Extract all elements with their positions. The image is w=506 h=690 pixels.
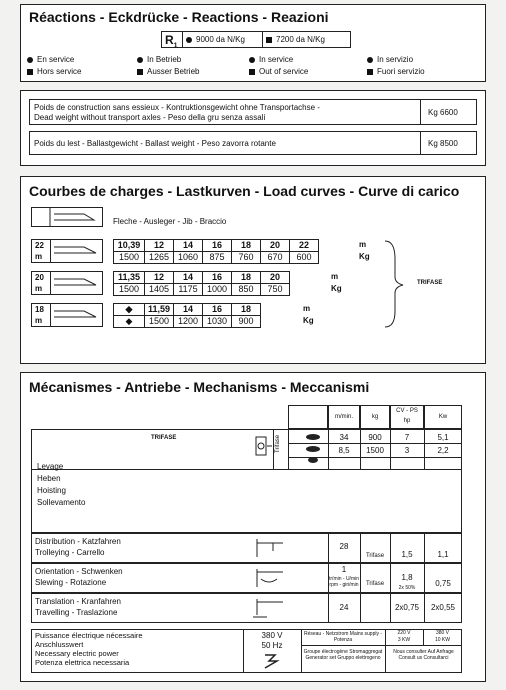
load-curves-title: Courbes de charges - Lastkurven - Load curves - Curve di carico (29, 183, 460, 199)
weights-panel (20, 90, 486, 166)
orientation-cv-note: 2x 50% (398, 585, 416, 591)
legend-fuori-servizio: Fuori servizio (367, 67, 425, 76)
trolley-crane-icon (253, 537, 287, 559)
hoist-cv-2: 3 (404, 446, 410, 455)
ballast-weight-row (29, 131, 477, 155)
translation-speed: 24 (339, 603, 349, 612)
power-consult-label: Nous consulter Auf Anfrage Consult us Consultarci (393, 649, 454, 661)
jib-icon (52, 306, 100, 324)
unit-m: m (359, 240, 367, 249)
col-cv: CV - PS hp (390, 405, 424, 429)
load-row: ◆ 1500 1200 1030 900 (114, 316, 261, 328)
jib-22-length: 22 (35, 241, 44, 250)
legend-in-betrieb: In Betrieb (137, 55, 181, 64)
travelling-crane-icon (253, 597, 287, 619)
translation-kw: 2x0,55 (430, 603, 456, 612)
speed-animal-icons (303, 431, 325, 467)
distribution-kw: 1,1 (437, 550, 449, 559)
power-380v: 380 V (435, 630, 450, 636)
lift-labels: Levage Heben Hoisting Sollevamento (37, 462, 86, 507)
hoist-kw-2: 2,2 (437, 446, 449, 455)
distance-row: 11,35 12 14 16 18 20 (114, 272, 290, 284)
reaction-in-service-value: 9000 da N/Kg (186, 35, 245, 44)
legend-out-of-service: Out of service (249, 67, 308, 76)
hoisting-row (31, 429, 462, 533)
translation-cv: 2x0,75 (394, 603, 420, 612)
jib-legend-icon (31, 207, 103, 227)
load-table-18 (113, 303, 261, 328)
ballast-weight-label: Poids du lest - Ballastgewicht - Ballast weight - Peso zavorra rotante (34, 139, 276, 148)
r-label: $R_1$ (165, 33, 178, 50)
jib-20-box (31, 271, 103, 295)
unit-kg: Kg (359, 252, 370, 261)
power-kw-2: 10 KW (434, 637, 450, 643)
orientation-speed-unit: tr/min - U/min rpm - giri/min (329, 576, 359, 588)
col-kw: Kw (424, 405, 462, 429)
power-labels: Puissance électrique nécessaire Anschlusswert Necessary electric power Potenza elettrica necessaria (35, 631, 143, 667)
hoist-kg-2: 1500 (366, 446, 384, 455)
power-generator-label: Groupe électrogène Stromaggregat Generator set Gruppo elettrogeno (303, 649, 383, 661)
load-table-20 (113, 271, 290, 296)
load-table-22 (113, 239, 319, 264)
hoisting-trifase: TRIFASE (151, 435, 177, 441)
jib-icon (52, 242, 100, 260)
dead-weight-label-2: Dead weight without transport axles - Peso della gru senza assali (34, 113, 266, 122)
load-row: 1500 1265 1060 875 760 670 600 (114, 252, 319, 264)
slewing-crane-icon (253, 567, 287, 589)
distribution-speed: 28 (339, 542, 349, 551)
jib-icon (32, 208, 102, 226)
translation-labels: Translation - Kranfahren Travelling - Traslazione (35, 597, 121, 617)
reactions-title: Réactions - Eckdrücke - Reactions - Reazioni (29, 9, 329, 25)
orientation-speed: 1 (341, 565, 347, 574)
legend-ausser-betrieb: Ausser Betrieb (137, 67, 199, 76)
orientation-cv: 1,8 (401, 573, 413, 582)
distance-row: 10,39 12 14 16 18 20 22 (114, 240, 319, 252)
reactions-values-box (161, 31, 351, 48)
reaction-out-of-service-value: 7200 da N/Kg (266, 35, 325, 44)
lightning-icon (261, 653, 281, 669)
col-kg: kg (360, 405, 390, 429)
hoisting-trifase-vertical: Trifase (275, 434, 281, 453)
jib-18-unit: m (35, 316, 43, 325)
jib-18-length: 18 (35, 305, 44, 314)
dead-weight-label-1: Poids de construction sans essieux - Kontruktionsgewicht ohne Transportachse - (34, 103, 320, 112)
distribution-cv: 1,5 (401, 550, 413, 559)
legend-in-service: In service (249, 55, 293, 64)
jib-icon (52, 274, 100, 292)
distance-row: ◆ 11,59 14 16 18 (114, 304, 261, 316)
hoist-cv-1: 7 (404, 433, 410, 442)
hoist-speed-2: 8,5 (338, 446, 350, 455)
power-kw-1: 3 KW (397, 637, 411, 643)
brace-icon (381, 239, 411, 329)
orientation-type: Trifase (365, 581, 385, 587)
trifase-label: TRIFASE (417, 280, 443, 286)
unit-m: m (331, 272, 339, 281)
hoist-speed-1: 34 (339, 433, 349, 442)
unit-kg: Kg (331, 284, 342, 293)
hoist-kw-1: 5,1 (437, 433, 449, 442)
unit-kg: Kg (303, 316, 314, 325)
jib-22-unit: m (35, 252, 43, 261)
orientation-kw: 0,75 (435, 579, 451, 588)
power-frequency: 50 Hz (261, 641, 283, 650)
power-network-label: Réseau - Netzstrom Mains supply - Potenza (303, 631, 383, 643)
power-voltage: 380 V (261, 631, 283, 640)
distribution-labels: Distribution - Katzfahren Trolleying - Carrello (35, 537, 121, 557)
jib-18-box (31, 303, 103, 327)
jib-20-length: 20 (35, 273, 44, 282)
unit-m: m (303, 304, 311, 313)
mechanisms-panel (20, 372, 486, 682)
legend-en-service: En service (27, 55, 74, 64)
orientation-labels: Orientation - Schwenken Slewing - Rotazione (35, 567, 123, 587)
distribution-type: Trifase (365, 553, 385, 559)
jib-legend-label: Fleche - Ausleger - Jib - Braccio (113, 217, 227, 226)
load-curves-panel (20, 176, 486, 364)
hoist-kg-1: 900 (368, 433, 382, 442)
col-mmin: m/min. (328, 405, 360, 429)
mechanisms-title: Mécanismes - Antriebe - Mechanisms - Meccanismi (29, 379, 370, 395)
legend-in-servizio: In servizio (367, 55, 413, 64)
ballast-weight-value: Kg 8500 (428, 139, 458, 148)
hoist-winch-icon (253, 433, 273, 461)
dead-weight-value: Kg 6600 (428, 108, 458, 117)
jib-22-box (31, 239, 103, 263)
load-row: 1500 1405 1175 1000 850 750 (114, 284, 290, 296)
power-220v: 220 V (397, 630, 411, 636)
reactions-panel (20, 4, 486, 82)
jib-20-unit: m (35, 284, 43, 293)
dead-weight-row (29, 99, 477, 125)
legend-hors-service: Hors service (27, 67, 81, 76)
